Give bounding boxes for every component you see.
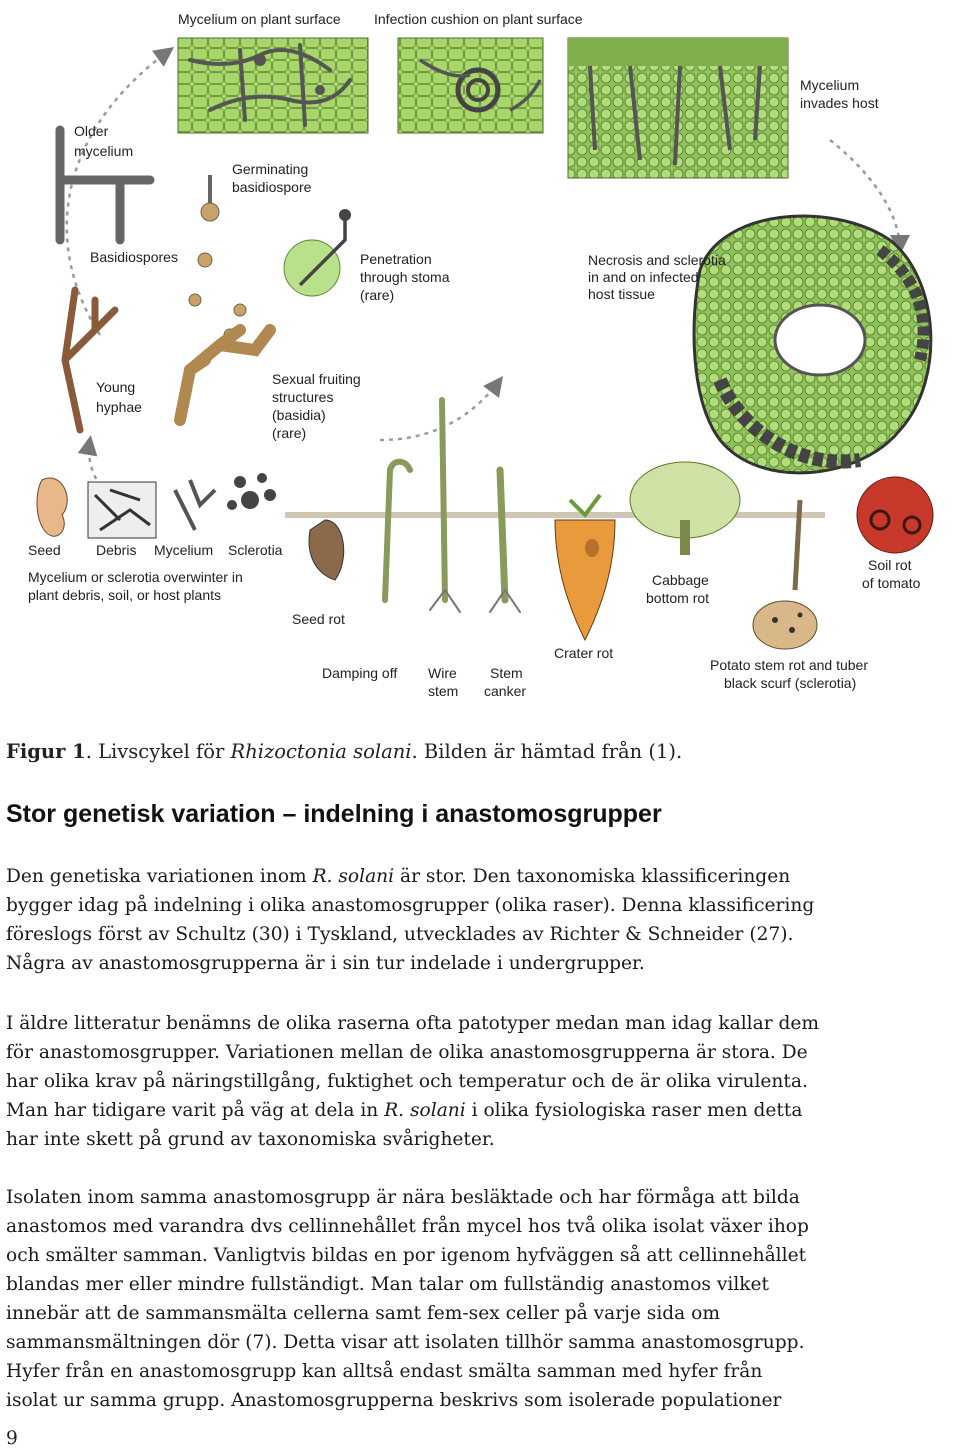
label-young-hyphae-2: hyphae [96, 399, 142, 415]
paragraph-line: Man har tidigare varit på väg at dela in R. solani i olika fysiologiska raser men detta [6, 1100, 803, 1121]
label-cabbage-2: bottom rot [646, 590, 710, 606]
potato-item [753, 500, 817, 649]
page-number: 9 [6, 1428, 18, 1449]
paragraph-line: Isolaten inom samma anastomosgrupp är nära besläktade och har förmåga att bilda [6, 1187, 800, 1208]
label-sclerotia: Sclerotia [228, 542, 283, 558]
label-young-hyphae-1: Young [96, 379, 136, 395]
cabbage-item [630, 462, 740, 555]
mycelium-surface-panel [178, 38, 368, 133]
label-mycelium-surface: Mycelium on plant surface [178, 11, 341, 27]
label-damping-off: Damping off [322, 665, 398, 681]
label-potato-1: Potato stem rot and tuber [710, 657, 868, 673]
paragraph-line: blandas mer eller mindre fullständigt. Man talar om fullständig anastomos vilket [6, 1274, 770, 1295]
label-germinating-2: basidiospore [232, 179, 312, 195]
label-sexual-4: (rare) [272, 425, 307, 441]
caption-text-2: . Bilden är hämtad från (1). [411, 740, 683, 763]
paragraph-3 [6, 1183, 956, 1415]
label-sexual-2: structures [272, 389, 334, 405]
label-overwinter-1: Mycelium or sclerotia overwinter in [28, 569, 243, 585]
necrosis-sclerotia-section [694, 216, 931, 473]
label-necrosis-2: in and on infected [588, 269, 699, 285]
label-sexual-1: Sexual fruiting [272, 371, 361, 387]
paragraph-line: Den genetiska variationen inom R. solani är stor. Den taxonomiska klassificeringen [6, 866, 791, 887]
label-wire-stem-1: Wire [428, 665, 457, 681]
sclerotia-item [227, 473, 276, 510]
paragraph-line: anastomos med varandra dvs cellinnehållet från mycel hos två olika isolat växer ihop [6, 1216, 809, 1237]
label-sexual-3: (basidia) [272, 407, 326, 423]
label-mycelium-invades-1: Mycelium [800, 77, 860, 93]
tomato-item [857, 477, 933, 553]
paragraph-2 [6, 1009, 956, 1154]
basidia [180, 330, 270, 420]
paragraph-line: och smälter samman. Vanligtvis bildas en por igenom hyfväggen så att cellinnehållet [6, 1245, 807, 1266]
label-older-mycelium-1: Older [74, 123, 109, 139]
paragraph-line: Några av anastomosgrupperna är i sin tur indelade i undergrupper. [6, 953, 645, 974]
seed-rot-item [309, 520, 344, 580]
lifecycle-figure [0, 0, 960, 710]
germinating-basidiospore [201, 175, 219, 221]
infection-cushion-panel [398, 38, 543, 133]
label-germinating-1: Germinating [232, 161, 309, 177]
label-seed: Seed [28, 542, 61, 558]
label-seed-rot: Seed rot [292, 611, 345, 627]
soil-line [285, 512, 825, 518]
label-stem-canker-2: canker [484, 683, 527, 699]
paragraph-line: föreslogs först av Schultz (30) i Tyskland, utvecklades av Richter & Schneider (27). [6, 924, 794, 945]
paragraph-line: har olika krav på näringstillgång, fuktighet och temperatur och de är olika virulenta. [6, 1071, 808, 1092]
label-wire-stem-2: stem [428, 683, 459, 699]
label-mycelium-invades-2: invades host [800, 95, 879, 111]
section-heading: Stor genetisk variation – indelning i anastomosgrupper [6, 800, 662, 828]
label-necrosis-3: host tissue [588, 286, 655, 302]
label-mycelium: Mycelium [154, 542, 214, 558]
caption-species: Rhizoctonia solani [230, 740, 412, 763]
label-potato-2: black scurf (sclerotia) [724, 675, 857, 691]
paragraph-line: I äldre litteratur benämns de olika raserna ofta patotyper medan man idag kallar dem [6, 1013, 820, 1034]
paragraph-line: sammansmältningen dör (7). Detta visar att isolaten tillhör samma anastomosgrupp. [6, 1332, 805, 1353]
paragraph-line: innebär att de sammansmälta cellerna samt fem-sex celler på varje sida om [6, 1303, 721, 1324]
figure-caption [6, 740, 956, 763]
label-crater-rot: Crater rot [554, 645, 614, 661]
mycelium-invades-panel [568, 38, 788, 178]
paragraph-line: bygger idag på indelning i olika anastomosgrupper (olika raser). Denna klassificering [6, 895, 815, 916]
label-infection-cushion: Infection cushion on plant surface [374, 11, 583, 27]
paragraph-line: för anastomosgrupper. Variationen mellan de olika anastomosgrupperna är stora. De [6, 1042, 808, 1063]
paragraph-line: har inte skett på grund av taxonomiska svårigheter. [6, 1129, 495, 1150]
label-older-mycelium-2: mycelium [74, 143, 134, 159]
label-soil-rot-1: Soil rot [868, 557, 912, 573]
label-necrosis-1: Necrosis and sclerotia [588, 252, 726, 268]
mycelium-item [175, 480, 215, 530]
paragraph-1 [6, 862, 956, 978]
label-stem-canker-1: Stem [490, 665, 523, 681]
label-penetration-2: through stoma [360, 269, 450, 285]
label-soil-rot-2: of tomato [862, 575, 921, 591]
paragraph-line: isolat ur samma grupp. Anastomosgrupperna beskrivs som isolerade populationer [6, 1390, 782, 1411]
label-overwinter-2: plant debris, soil, or host plants [28, 587, 221, 603]
label-basidiospores: Basidiospores [90, 249, 178, 265]
debris-item [88, 482, 156, 538]
caption-text-1: . Livscykel för [85, 740, 231, 763]
penetration-stoma [284, 209, 351, 296]
label-cabbage-1: Cabbage [652, 572, 709, 588]
caption-lead: Figur 1 [6, 740, 86, 763]
label-debris: Debris [96, 542, 137, 558]
seed-item [37, 478, 67, 536]
paragraph-line: Hyfer från en anastomosgrupp kan alltså endast smälta samman med hyfer från [6, 1361, 763, 1382]
label-penetration-3: (rare) [360, 287, 395, 303]
seedlings [385, 400, 520, 612]
label-penetration-1: Penetration [360, 251, 432, 267]
